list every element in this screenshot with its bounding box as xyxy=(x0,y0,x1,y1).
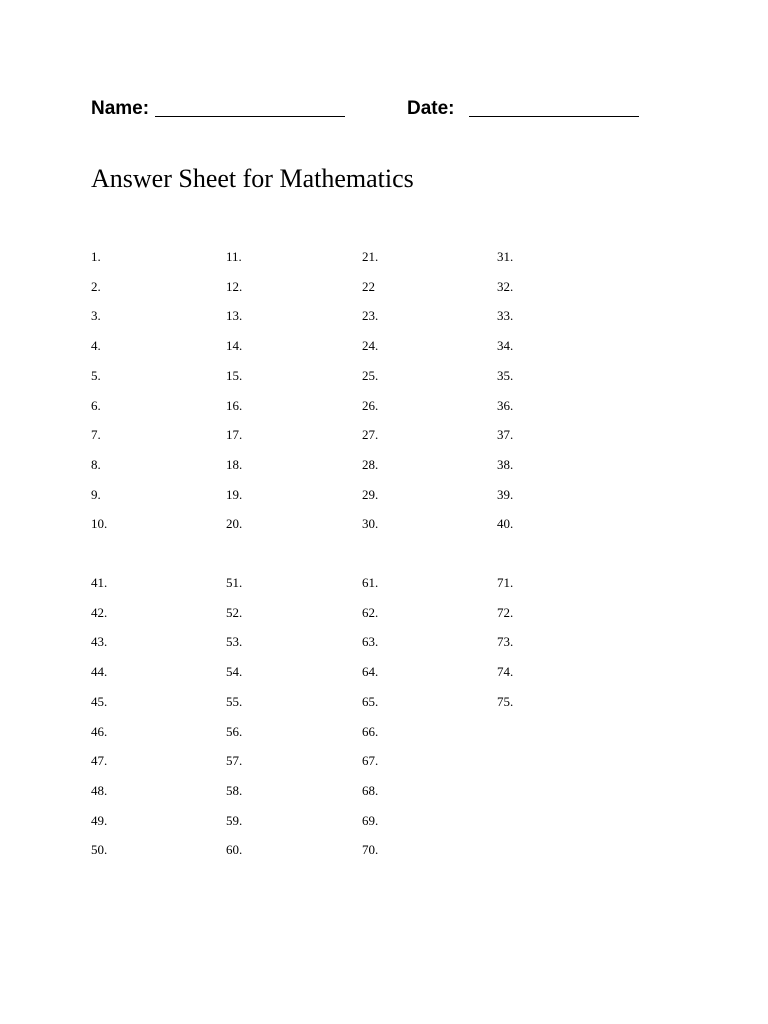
answer-number: 7. xyxy=(91,427,101,442)
answer-number: 12. xyxy=(226,279,243,294)
answer-number: 61. xyxy=(362,575,379,590)
answer-number: 17. xyxy=(226,427,243,442)
answer-number: 47. xyxy=(91,753,108,768)
answer-number: 23. xyxy=(362,308,379,323)
answer-number: 9. xyxy=(91,487,101,502)
answer-number: 2. xyxy=(91,279,101,294)
answer-number: 11. xyxy=(226,249,242,264)
answer-number: 36. xyxy=(497,398,514,413)
answer-number: 26. xyxy=(362,398,379,413)
answer-number: 50. xyxy=(91,842,108,857)
answer-number: 52. xyxy=(226,605,243,620)
answer-number: 10. xyxy=(91,516,108,531)
answer-number: 21. xyxy=(362,249,379,264)
answer-number: 48. xyxy=(91,783,108,798)
name-label: Name: xyxy=(91,98,150,119)
answer-number: 1. xyxy=(91,249,101,264)
answer-number: 25. xyxy=(362,368,379,383)
answer-number: 59. xyxy=(226,813,243,828)
answer-number: 22 xyxy=(362,279,375,294)
answer-number: 73. xyxy=(497,634,514,649)
answer-number: 44. xyxy=(91,664,108,679)
answer-number: 75. xyxy=(497,694,514,709)
page-title: Answer Sheet for Mathematics xyxy=(91,164,414,193)
answer-number: 71. xyxy=(497,575,514,590)
answer-number: 33. xyxy=(497,308,514,323)
answer-number: 53. xyxy=(226,634,243,649)
answer-number: 4. xyxy=(91,338,101,353)
answer-number: 28. xyxy=(362,457,379,472)
answer-number: 63. xyxy=(362,634,379,649)
answer-number: 27. xyxy=(362,427,379,442)
answer-number: 49. xyxy=(91,813,108,828)
answer-number: 62. xyxy=(362,605,379,620)
answer-number: 32. xyxy=(497,279,514,294)
answer-number: 54. xyxy=(226,664,243,679)
answer-number: 8. xyxy=(91,457,101,472)
answer-number: 55. xyxy=(226,694,243,709)
answer-number: 5. xyxy=(91,368,101,383)
answer-number: 56. xyxy=(226,724,243,739)
answer-number: 15. xyxy=(226,368,243,383)
answer-number: 14. xyxy=(226,338,243,353)
answer-number: 19. xyxy=(226,487,243,502)
answer-number: 57. xyxy=(226,753,243,768)
answer-number: 60. xyxy=(226,842,243,857)
answer-number: 41. xyxy=(91,575,108,590)
answer-number: 18. xyxy=(226,457,243,472)
answer-number: 24. xyxy=(362,338,379,353)
answer-number: 43. xyxy=(91,634,108,649)
answer-number: 45. xyxy=(91,694,108,709)
answer-number: 34. xyxy=(497,338,514,353)
answer-number: 37. xyxy=(497,427,514,442)
answer-number: 69. xyxy=(362,813,379,828)
answer-number: 67. xyxy=(362,753,379,768)
answer-number: 68. xyxy=(362,783,379,798)
answer-number: 40. xyxy=(497,516,514,531)
answer-number: 13. xyxy=(226,308,243,323)
date-label: Date: xyxy=(407,98,455,119)
answer-number: 3. xyxy=(91,308,101,323)
answer-number: 64. xyxy=(362,664,379,679)
answer-number: 70. xyxy=(362,842,379,857)
answer-number: 65. xyxy=(362,694,379,709)
answer-number: 38. xyxy=(497,457,514,472)
answer-number: 6. xyxy=(91,398,101,413)
answer-number: 35. xyxy=(497,368,514,383)
answer-number: 30. xyxy=(362,516,379,531)
answer-number: 58. xyxy=(226,783,243,798)
answer-number: 20. xyxy=(226,516,243,531)
answer-number: 29. xyxy=(362,487,379,502)
answer-number: 46. xyxy=(91,724,108,739)
answer-number: 72. xyxy=(497,605,514,620)
answer-number: 66. xyxy=(362,724,379,739)
answer-number: 16. xyxy=(226,398,243,413)
answer-number: 42. xyxy=(91,605,108,620)
answer-number: 31. xyxy=(497,249,514,264)
answer-number: 51. xyxy=(226,575,243,590)
answer-number: 39. xyxy=(497,487,514,502)
answer-number: 74. xyxy=(497,664,514,679)
